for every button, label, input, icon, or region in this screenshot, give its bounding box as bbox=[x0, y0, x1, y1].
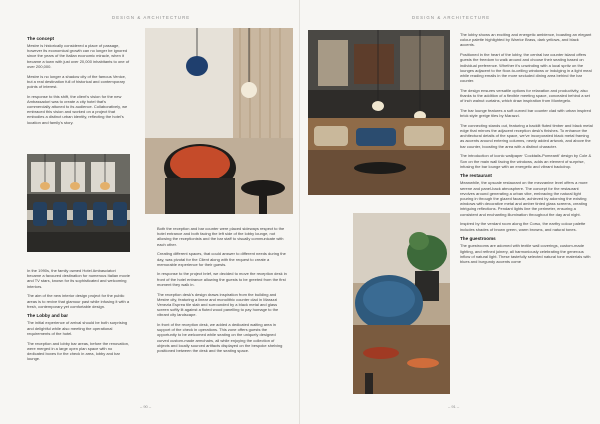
lobby-paragraph-2: The reception and lobby bar areas, before the renovation, were merged in a large open plan space with no dedicated boxes for the check in area, lobby and bar lounge. bbox=[27, 340, 130, 362]
reception-paragraph-2: Creating different spaces, that could answer to different needs during the day, was pivotal for the Client along with the request to create a memorable experience for their guests. bbox=[157, 251, 286, 267]
right-paragraph-2: Positioned in the heart of the lobby, the central bar counter island offers guests the freedom to walk around and choose their seating based on individual preference. Whether it's unwinding with a local spritz on the lounges adjacent to the floor-to-ceiling windows or indulging in a light meal while reading emails in the more secluded dining area behind the bar counter. bbox=[460, 52, 592, 84]
lobby-paragraph-1: The initial experience of arrival should be both surprising and delightful while also meeting the operational requirements of the hotel. bbox=[27, 320, 128, 336]
guestrooms-heading: The guestrooms bbox=[460, 236, 496, 242]
history-paragraph-2: The aim of the new interior design project for the public areas is to revive that glamour past while infusing it with a fresh, contemporary yet comfortable design. bbox=[27, 293, 130, 309]
history-paragraph-1: In the 1990s, the family owned Hotel Ambasciatori became a favoured destination for numerous Italian movie and TV stars, known for its sophisticated and welcoming interiors. bbox=[27, 268, 130, 289]
running-head-left: DESIGN & ARCHITECTURE bbox=[112, 15, 191, 20]
right-page bbox=[300, 0, 600, 424]
bar-lounge-photo bbox=[308, 30, 450, 195]
reception-paragraph-3: In response to the project brief, we decided to move the reception desk in front of the hotel entrance allowing the guests to be greeted from the first moment they walk in. bbox=[157, 271, 287, 287]
armchair-photo bbox=[353, 213, 450, 394]
reception-paragraph-1: Both the reception and bar counter were placed sideways respect to the hotel entrance and both facing the left side of the lobby lounge, not allowing the receptionists and the bar staff to visually communicate with each other. bbox=[157, 226, 285, 247]
right-paragraph-3: The design ensures versatile options for relaxation and productivity, also thanks to the addition of a flexible meeting space, concealed behind a set of inch walnut curtains, which draw inspiration from Montegelo. bbox=[460, 87, 590, 104]
concept-paragraph-1: Mestre is historically considered a place of passage, however its economical growth can no longer be ignored since the years of the Italian economic miracle, when it became a town with just over 20,000 inhabitants to one of over 200,000. bbox=[27, 43, 130, 69]
right-paragraph-5: The connecting stands out, featuring a backlit fluted timber and black metal edge that mirrors the adjacent reception desk's finishes. To enhance the architectural details of the space, we've incorporated black metal framing as accents around entering columns, newly added artwork, and above the bar counter, boosting the area with a distinct character. bbox=[460, 122, 593, 149]
reception-paragraph-5: In front of the reception desk, we added a dedicated waiting area in support of the check in operations. This zone offers guests the opportunity to be welcomed while seating on the uniquely designed curved custom-made armchairs, all while enjoying the collection of objects and locally sourced artifacts displayed on the bespoke shelving positioned between the desk and the seating space. bbox=[157, 322, 283, 354]
right-paragraph-9: The guestrooms are adorned with textile wall coverings, custom-made lighting, and refined joinery, all harmoniously celebrating the generous inflow of natural light. These tastefully selected natural tone materials with blues and burgundy accents come bbox=[460, 243, 591, 264]
reception-column bbox=[157, 226, 288, 358]
concept-paragraph-2: Mestre is no longer a shadow city of the famous Venice, but a real destination full of historical and contemporary points of interest. bbox=[27, 73, 126, 89]
right-paragraph-7: Meanwhile, the upscale restaurant on the mezzanine level offers a more serene and panel-back atmosphere. The concept for the restaurant revolves around generating a urban vibe, embracing the natural light pouring in through the glazed facade, achieved by adorning the existing windows with decorative metal and amber tinted glass screens, creating intriguing reflections. Pendant lights line the perimeter, ensuring a consistent and enchanting illumination throughout the day and night. bbox=[460, 180, 588, 217]
concept-paragraph-3: In response to this shift, the client's vision for the new Ambassadori was to create a city hotel that's commercially attuned to its audience. Collaboratively, we embraced this vision and worked on a project that embodies a distinct urban identity, reflecting the hotel's location and family's story. bbox=[27, 93, 128, 125]
lobby-heading: The Lobby and bar bbox=[27, 313, 69, 319]
reception-paragraph-4: The reception desk's design draws inspiration from the building and Mestre city, featuring a linear and monolithic counter clad in Marazzi Venezia Esprea tile slab and surrounded by a black metal and glass screen softly lit against a fluted wood panelling to pay homage to the vibrant city landscape. bbox=[157, 291, 279, 318]
concept-heading: The concept bbox=[27, 36, 55, 41]
right-paragraph-6: The introduction of iconic wallpaper 'Cocktails-Pomeanti' design by Cole & Son on the main wall facing the windows, adds an element of surprise, infusing the bar lounge with an energetic and vibrant backdrop. bbox=[460, 153, 592, 169]
concept-column bbox=[27, 34, 130, 129]
restaurant-heading: The restaurant bbox=[460, 173, 492, 179]
right-paragraph-1: The lobby shows an exciting and energetic ambience, boasting an elegant colour palette highlighted by Warrior Brass, dark yellows, and black accents. bbox=[460, 32, 592, 48]
right-paragraph-4: The bar lounge features a soft curved bar counter clad with urban inspired brick style greige tiles by Marazzi. bbox=[460, 107, 591, 119]
right-paragraph-8: Inspired by the verdant room along the Corso, the earthy colour palette includes shades of brown green, warm browns, and natural tones. bbox=[460, 221, 586, 232]
running-head-right: DESIGN & ARCHITECTURE bbox=[412, 15, 491, 20]
lobby-column bbox=[27, 268, 130, 366]
page-number-right: – 91 – bbox=[448, 404, 460, 409]
page-number-left: – 90 – bbox=[140, 404, 152, 409]
restaurant-photo bbox=[27, 154, 130, 252]
lobby-description-column bbox=[460, 32, 593, 269]
lobby-pendant-photo bbox=[145, 28, 293, 214]
